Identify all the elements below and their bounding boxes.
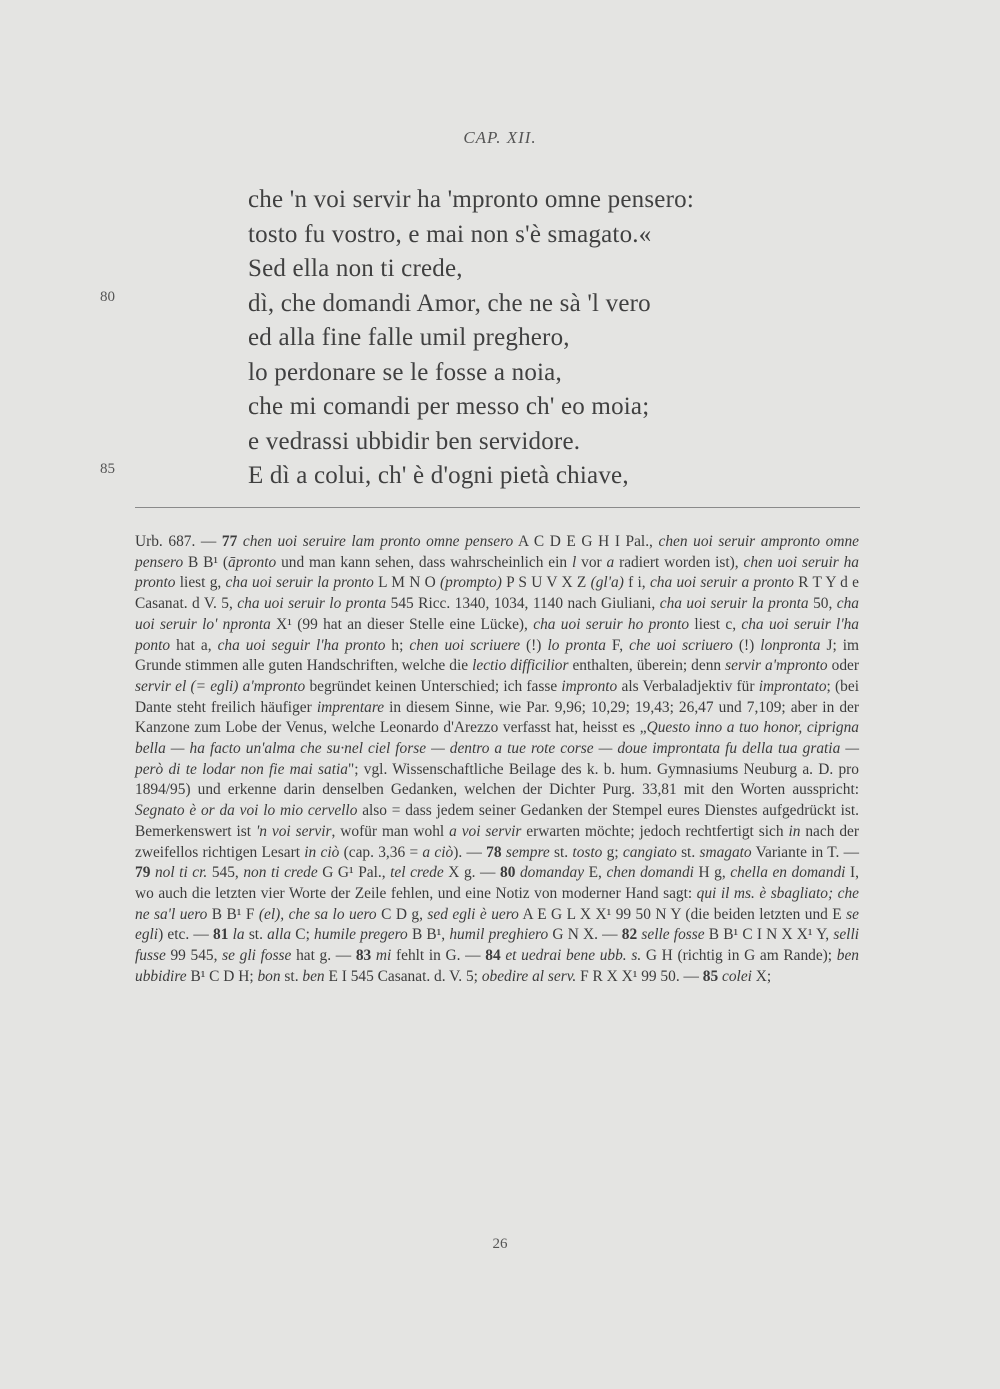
apparatus-reading: in ciò bbox=[304, 843, 340, 861]
apparatus-reading: obedire al serv. bbox=[481, 967, 577, 985]
apparatus-reading: (prompto) bbox=[440, 574, 502, 592]
apparatus-text: B B¹ C I N X X¹ Y, bbox=[704, 926, 834, 944]
apparatus-text: C; bbox=[291, 926, 315, 944]
apparatus-reading: a voi servir bbox=[449, 822, 522, 840]
apparatus-reading: cha uoi seruir a pronto bbox=[649, 574, 794, 592]
apparatus-line-ref: 84 bbox=[485, 947, 501, 965]
apparatus-text: hat a, bbox=[170, 636, 218, 654]
apparatus-reading: (el), che sa lo uero bbox=[258, 905, 377, 923]
verse-line: e vedrassi ubbidir ben servidore. bbox=[248, 427, 581, 455]
apparatus-text: C D g, bbox=[376, 905, 428, 923]
apparatus-text: ; (bei Dante steht freilich häufiger bbox=[135, 677, 859, 716]
verse-line: che 'n voi servir ha 'mpronto omne pensero: bbox=[248, 186, 694, 213]
apparatus-text: B¹ C D H; bbox=[186, 967, 258, 985]
apparatus-reading: ben bbox=[302, 967, 325, 985]
apparatus-text: E, bbox=[584, 864, 607, 882]
apparatus-text: A E G L X X¹ 99 50 N Y (die beiden letzten und E bbox=[518, 905, 847, 923]
apparatus-text: , wofür man wohl bbox=[331, 822, 450, 840]
apparatus-text: (!) bbox=[732, 636, 761, 654]
verse-line: Sed ella non ti crede, bbox=[248, 255, 463, 282]
apparatus-reading: chen uoi scriuere bbox=[409, 636, 521, 654]
verse-block bbox=[248, 183, 808, 494]
apparatus-reading: bon bbox=[257, 967, 281, 985]
apparatus-reading: nol ti cr. bbox=[154, 864, 208, 882]
apparatus-reading: se egli bbox=[135, 905, 859, 944]
apparatus-reading: qui il ms. è sbagliato; che ne sa'l uero bbox=[135, 884, 859, 923]
apparatus-text: X g. — bbox=[443, 864, 501, 882]
apparatus-text: ) etc. — bbox=[158, 926, 214, 944]
apparatus-reading: cha uoi seruir la pronto bbox=[225, 574, 374, 592]
apparatus-reading: chen domandi bbox=[606, 864, 694, 882]
line-number-80: 80 bbox=[100, 289, 115, 305]
apparatus-reading: chen uoi seruire lam pronto omne pensero bbox=[242, 533, 514, 550]
footnote-divider bbox=[135, 507, 860, 508]
apparatus-line-ref: 81 bbox=[213, 926, 229, 944]
apparatus-reading: cha uoi seruir ho pronto bbox=[533, 615, 690, 633]
apparatus-text: (cap. 3,36 = bbox=[339, 843, 423, 861]
apparatus-text: B B¹ ( bbox=[183, 553, 229, 571]
apparatus-reading: che uoi scriuero bbox=[629, 636, 733, 654]
apparatus-text: g; bbox=[602, 843, 623, 861]
apparatus-reading: a ciò bbox=[422, 843, 454, 861]
apparatus-reading: smagato bbox=[699, 843, 752, 861]
apparatus-reading: l bbox=[571, 553, 577, 571]
apparatus-line-ref: 77 bbox=[221, 533, 238, 550]
apparatus-text: X¹ (99 hat an dieser Stelle eine Lücke), bbox=[270, 615, 534, 633]
apparatus-text: f i, bbox=[623, 574, 650, 592]
apparatus-text: liest g, bbox=[175, 574, 226, 592]
apparatus-reading: tosto bbox=[572, 843, 603, 861]
line-number-85: 85 bbox=[100, 461, 115, 477]
apparatus-reading: la bbox=[232, 926, 245, 944]
apparatus-text: A C D E G H I Pal., bbox=[513, 533, 659, 550]
apparatus-text: G G¹ Pal., bbox=[317, 864, 391, 882]
verse-line: ed alla fine falle umil preghero, bbox=[248, 324, 570, 351]
apparatus-reading: lo pronta bbox=[547, 636, 606, 654]
apparatus-reading: cha uoi seruir lo pronta bbox=[237, 595, 387, 613]
apparatus-text: B B¹, bbox=[407, 926, 450, 944]
apparatus-reading: cha uoi seguir l'ha pronto bbox=[217, 636, 386, 654]
apparatus-reading: non ti crede bbox=[243, 864, 318, 882]
apparatus-text: begründet keinen Unterschied; ich fasse bbox=[305, 677, 562, 695]
apparatus-reading: selli fusse bbox=[135, 926, 859, 965]
apparatus-reading: humile pregero bbox=[314, 926, 408, 944]
apparatus-reading: imprentare bbox=[316, 698, 385, 716]
apparatus-text: vor bbox=[576, 553, 607, 571]
apparatus-text: I, wo auch die letzten vier Worte der Zeile fehlen, und eine Notiz von moderner Hand sagt: bbox=[135, 864, 859, 902]
apparatus-text: nach der zweifellos richtigen Lesart bbox=[135, 822, 859, 861]
apparatus-text: erwarten möchte; jedoch rechtfertigt sich bbox=[521, 822, 789, 840]
apparatus-text: L M N O bbox=[373, 574, 440, 592]
apparatus-reading: a bbox=[606, 553, 615, 571]
apparatus-text: 99 545, bbox=[165, 947, 223, 965]
apparatus-text: also = dass jedem seiner Gedanken der Stempel eures Dienstes aufgedrückt ist. Bemerkenswert ist bbox=[135, 802, 859, 840]
apparatus-text: 545, bbox=[207, 864, 244, 882]
apparatus-text: F R X X¹ 99 50. — bbox=[576, 967, 703, 985]
apparatus-reading: lectio difficilior bbox=[472, 657, 569, 675]
apparatus-text: st. bbox=[280, 967, 303, 985]
apparatus-line-ref: 82 bbox=[621, 926, 638, 944]
apparatus-text: X; bbox=[751, 967, 772, 985]
apparatus-text: in diesem Sinne, wie Par. 9,96; 10,29; 19,43; 26,47 und 7,109; aber in der Kanzone zum Lobe der Venus, welche Leonardo d'Arezzo verfasst hat, heisst es „ bbox=[135, 698, 859, 737]
critical-apparatus bbox=[135, 532, 859, 987]
apparatus-text: (!) bbox=[520, 636, 548, 654]
apparatus-reading: tel crede bbox=[390, 864, 444, 882]
apparatus-text: radiert worden ist), bbox=[614, 553, 744, 571]
apparatus-reading: Segnato è or da voi lo mio cervello bbox=[135, 802, 358, 820]
apparatus-reading: improntato bbox=[758, 677, 827, 695]
apparatus-text: st. bbox=[676, 843, 700, 861]
verse-line: E dì a colui, ch' è d'ogni pietà chiave, bbox=[248, 462, 629, 489]
apparatus-reading: ben ubbidire bbox=[135, 947, 859, 985]
apparatus-reading: alla bbox=[267, 926, 292, 944]
apparatus-reading: āpronto bbox=[228, 553, 277, 571]
apparatus-text: Urb. 687. — bbox=[135, 533, 222, 550]
apparatus-text: F, bbox=[605, 636, 630, 654]
verse-line: tosto fu vostro, e mai non s'è smagato.« bbox=[248, 220, 652, 248]
apparatus-text: st. bbox=[549, 843, 573, 861]
apparatus-reading: (gl'a) bbox=[590, 574, 624, 592]
apparatus-text: h; bbox=[385, 636, 410, 654]
apparatus-text: 545 Ricc. 1340, 1034, 1140 nach Giuliani, bbox=[386, 595, 660, 613]
apparatus-line-ref: 83 bbox=[355, 947, 372, 965]
apparatus-line-ref: 80 bbox=[500, 864, 516, 882]
apparatus-reading: cha uoi seruir l'ha ponto bbox=[135, 615, 860, 654]
apparatus-reading: humil preghiero bbox=[449, 926, 549, 944]
apparatus-line-ref: 78 bbox=[486, 843, 502, 861]
verse-line: che mi comandi per messo ch' eo moia; bbox=[248, 393, 650, 420]
verse-line: dì, che domandi Amor, che ne sà 'l vero bbox=[248, 289, 651, 317]
apparatus-text: B B¹ F bbox=[207, 905, 259, 923]
apparatus-reading: lonpronta bbox=[760, 636, 821, 654]
apparatus-reading: cha uoi seruir lo' npronta bbox=[135, 595, 860, 633]
apparatus-text: Variante in T. — bbox=[751, 843, 859, 861]
page-number: 26 bbox=[492, 1236, 508, 1252]
apparatus-text: ). — bbox=[453, 843, 487, 861]
apparatus-reading: Questo inno a tuo honor, ciprigna bella — ha facto un'alma che su·nel ciel forse — dentro a tue rote corse — doue improntata fu della tua gratia — però di te lodar non fie mai satia bbox=[135, 719, 859, 778]
apparatus-text: hat g. — bbox=[291, 947, 356, 965]
apparatus-text: E I 545 Casanat. d. V. 5; bbox=[324, 967, 482, 985]
apparatus-reading: chella en domandi bbox=[730, 864, 846, 882]
apparatus-reading: sed egli è uero bbox=[427, 905, 519, 923]
apparatus-reading: servir el (= egli) a'mpronto bbox=[135, 677, 306, 695]
verse-line: lo perdonare se le fosse a noia, bbox=[248, 358, 562, 386]
apparatus-text: oder bbox=[827, 657, 859, 675]
apparatus-reading: impronto bbox=[561, 677, 618, 695]
apparatus-reading: cha uoi seruir la pronta bbox=[659, 595, 809, 613]
apparatus-text: 50, bbox=[808, 595, 837, 613]
apparatus-reading: cangiato bbox=[622, 843, 677, 861]
apparatus-reading: domanday bbox=[519, 864, 585, 882]
running-head: CAP. XII. bbox=[463, 128, 537, 147]
apparatus-text: G N X. — bbox=[548, 926, 622, 944]
apparatus-line-ref: 85 bbox=[702, 967, 719, 985]
apparatus-text: J; im Grunde stimmen alle guten Handschriften, welche die bbox=[135, 636, 859, 675]
apparatus-reading: mi bbox=[375, 947, 392, 965]
apparatus-reading: servir a'mpronto bbox=[725, 657, 828, 675]
apparatus-text: G H (richtig in G am Rande); bbox=[641, 947, 837, 965]
apparatus-text: st. bbox=[244, 926, 268, 944]
apparatus-text: als Verbaladjektiv für bbox=[617, 677, 759, 695]
apparatus-line-ref: 79 bbox=[135, 864, 151, 882]
apparatus-reading: selle fosse bbox=[641, 926, 705, 944]
apparatus-text: P S U V X Z bbox=[501, 574, 591, 592]
apparatus-text: "; vgl. Wissenschaftliche Beilage des k. b. hum. Gymnasiums Neuburg a. D. pro 1894/95) und erkenne darin denselben Gedanken, welchen der Dichter Purg. 33,81 mit den Worten ausspricht: bbox=[135, 760, 859, 799]
apparatus-text: H g, bbox=[693, 864, 731, 882]
apparatus-text: liest c, bbox=[689, 615, 742, 633]
apparatus-text: und man kann sehen, dass wahrscheinlich ein bbox=[276, 553, 572, 571]
apparatus-text: fehlt in G. — bbox=[391, 947, 486, 965]
apparatus-reading: chen uoi seruir ha pronto bbox=[135, 553, 859, 592]
apparatus-reading: chen uoi seruir ampronto omne pensero bbox=[135, 533, 859, 571]
apparatus-reading: et uedrai bene ubb. s. bbox=[505, 947, 642, 965]
apparatus-text: R T Y d e Casanat. d V. 5, bbox=[135, 574, 859, 613]
apparatus-text: enthalten, überein; denn bbox=[568, 657, 726, 675]
apparatus-reading: se gli fosse bbox=[222, 947, 292, 965]
apparatus-reading: colei bbox=[722, 967, 752, 985]
apparatus-reading: in bbox=[788, 822, 801, 840]
apparatus-reading: 'n voi servir bbox=[255, 822, 332, 840]
apparatus-reading: sempre bbox=[505, 843, 550, 861]
